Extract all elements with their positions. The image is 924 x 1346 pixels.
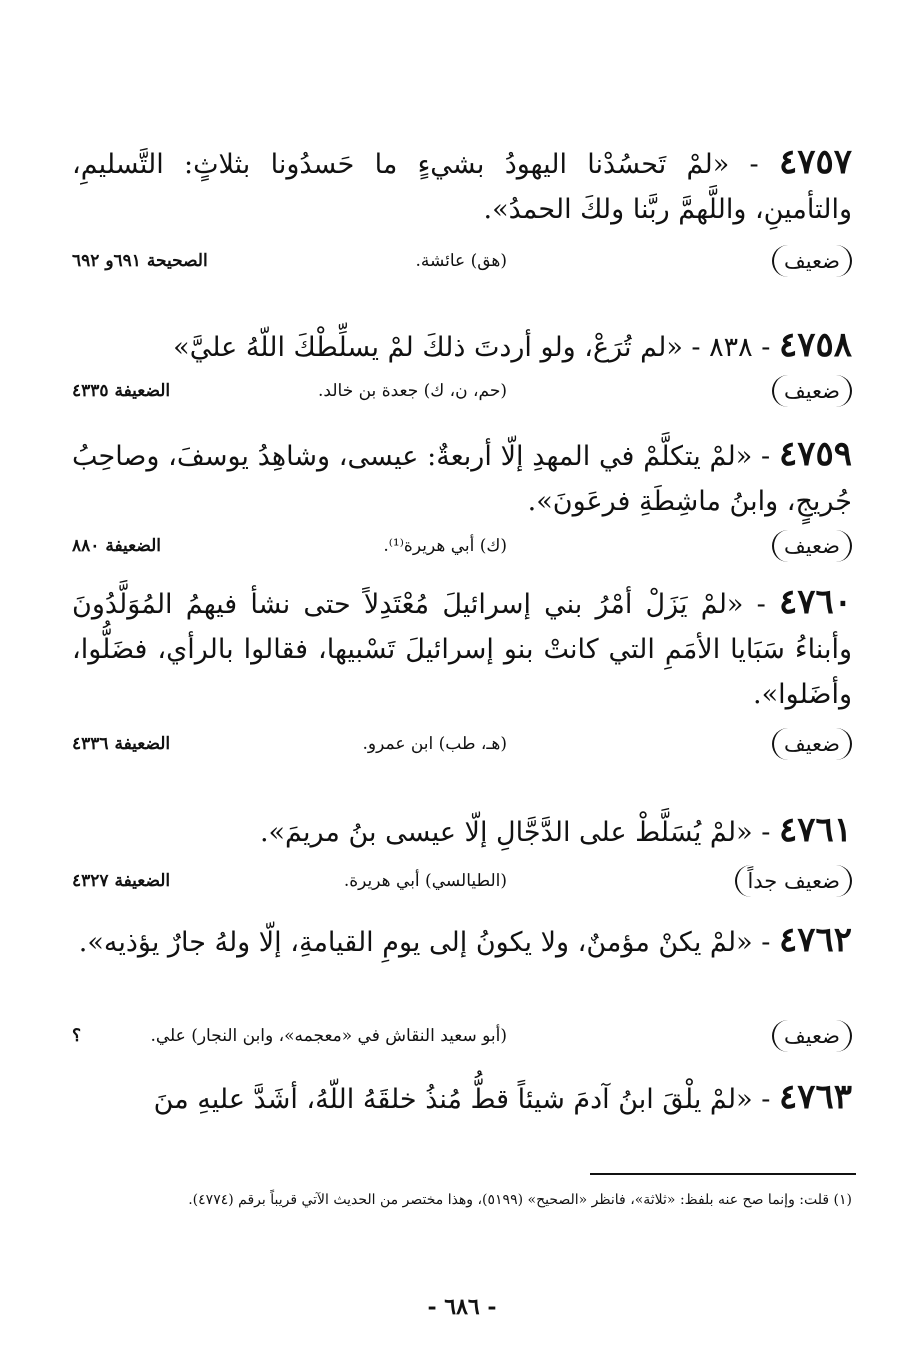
hadith-entry	[72, 323, 852, 370]
narrator-text: (أبو سعيد النقاش في «معجمه»، وابن النجار) علي.	[150, 1026, 507, 1046]
hadith-number: ٤٧٥٨	[778, 325, 852, 365]
grade-label: ضعيف	[772, 530, 852, 562]
hadith-entry	[72, 432, 852, 524]
hadith-entry	[72, 918, 852, 965]
grade-label: ضعيف	[772, 375, 852, 407]
footnote-divider	[590, 1173, 856, 1175]
hadith-entry	[72, 1075, 852, 1122]
source-line	[72, 728, 852, 764]
source-line	[72, 865, 852, 901]
reference-text: الضعيفة ٤٣٣٥	[72, 381, 171, 401]
narrator-text: (ك) أبي هريرة⁽¹⁾.	[383, 536, 507, 556]
hadith-entry	[72, 808, 852, 855]
hadith-text: - «لمْ تَحسُدْنا اليهودُ بشيءٍ ما حَسدُونا بثلاثٍ: التَّسليمِ، والتأمينِ، واللَّهمَّ ربَّنا ولكَ الحمدُ».	[72, 149, 852, 225]
reference-text: الضعيفة ٤٣٢٧	[72, 871, 171, 891]
reference-text: الضعيفة ٨٨٠	[72, 536, 162, 556]
hadith-entry	[72, 140, 852, 232]
source-line	[72, 1020, 852, 1056]
footnote: (١) قلت: وإنما صح عنه بلفظ: «ثلاثة»، فانظر «الصحيح» (٥١٩٩)، وهذا مختصر من الحديث الآتي قريباً برقم (٤٧٧٤).	[188, 1192, 852, 1208]
narrator-text: (هق) عائشة.	[415, 251, 507, 271]
grade-label: ضعيف جداً	[735, 865, 852, 897]
grade-label: ضعيف	[772, 728, 852, 760]
reference-text: ؟	[72, 1026, 82, 1046]
reference-text: الضعيفة ٤٣٣٦	[72, 734, 171, 754]
hadith-text: - «لمْ يَزَلْ أمْرُ بني إسرائيلَ مُعْتَدِلاً حتى نشأ فيهمُ المُوَلَّدُونَ وأبناءُ سَبَايا الأمَمِ التي كانتْ بنو إسرائيلَ تَسْبيها، فقالوا بالرأي، فضَلُّوا، وأضَلوا».	[72, 589, 852, 710]
source-line	[72, 245, 852, 281]
grade-label: ضعيف	[772, 1020, 852, 1052]
hadith-text: - «لمْ يتكلَّمْ في المهدِ إلّا أربعةٌ: عيسى، وشاهِدُ يوسفَ، وصاحِبُ جُريجٍ، وابنُ ماشِطَةِ فرعَونَ».	[72, 441, 852, 517]
hadith-text: - «لمْ يُسَلَّطْ على الدَّجَّالِ إلّا عيسى بنُ مريمَ».	[259, 817, 771, 848]
source-line	[72, 375, 852, 411]
hadith-number: ٤٧٦٢	[778, 920, 852, 960]
hadith-text: - «لمْ يكنْ مؤمنٌ، ولا يكونُ إلى يومِ القيامةِ، إلّا ولهُ جارٌ يؤذيه».	[78, 927, 771, 958]
narrator-text: (حم، ن، ك) جعدة بن خالد.	[318, 381, 507, 401]
hadith-number: ٤٧٦١	[778, 810, 852, 850]
hadith-text: - «لمْ يلْقَ ابنُ آدمَ شيئاً قطُّ مُنذُ خلقَهُ اللّهُ، أشَدَّ عليهِ منَ	[153, 1084, 771, 1115]
page-number: - ٦٨٦ -	[427, 1294, 497, 1320]
hadith-entry	[72, 580, 852, 717]
narrator-text: (الطيالسي) أبي هريرة.	[343, 871, 507, 891]
grade-label: ضعيف	[772, 245, 852, 277]
hadith-text: - ٨٣٨ - «لم تُرَعْ، ولو أردتَ ذلكَ لمْ يسلِّطْكَ اللّهُ عليَّ»	[173, 332, 771, 363]
hadith-number: ٤٧٦٣	[778, 1077, 852, 1117]
hadith-number: ٤٧٦٠	[778, 582, 852, 622]
hadith-number: ٤٧٥٧	[778, 142, 852, 182]
source-line	[72, 530, 852, 566]
hadith-number: ٤٧٥٩	[778, 434, 852, 474]
reference-text: الصحيحة ٦٩١و ٦٩٢	[72, 251, 208, 271]
narrator-text: (هـ، طب) ابن عمرو.	[362, 734, 507, 754]
